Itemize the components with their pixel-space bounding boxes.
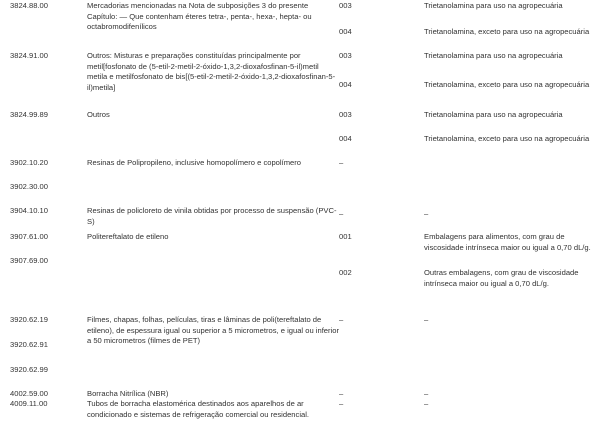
ex-application: – — [424, 209, 429, 218]
ex-code: 003 — [339, 1, 352, 10]
ncm-description: Mercadorias mencionadas na Nota de subposições 3 do presente Capítulo: — Que contenham éteres tetra-, penta-, hexa-, hepta- ou octabromodifenílicos — [87, 1, 312, 31]
ex-application: Embalagens para alimentos, com grau de viscosidade intrínseca maior ou igual a 0,70 dL/g. — [424, 232, 591, 252]
ex-application: – — [424, 315, 429, 324]
ncm-description: Politereftalato de etileno — [87, 232, 169, 241]
ex-application: Trietanolamina para uso na agropecuária — [424, 51, 563, 60]
ncm-code: 3907.61.00 — [10, 232, 49, 241]
ncm-description: Resinas de Polipropileno, inclusive homopolímero e copolímero — [87, 158, 302, 167]
ncm-description: Filmes, chapas, folhas, películas, tiras e lâminas de poli(tereftalato de etileno), de espessura igual ou superior a 5 micrometros, e igual ou inferior a 50 micrometros (filmes de PET) — [87, 315, 339, 345]
ex-code: 004 — [339, 27, 352, 36]
ncm-code: 3907.69.00 — [10, 256, 49, 265]
ncm-code: 3920.62.99 — [10, 365, 49, 374]
ex-code: – — [339, 399, 344, 408]
ncm-description: Borracha Nitrílica (NBR) — [87, 389, 169, 398]
ncm-description: Outros — [87, 110, 110, 119]
ex-application: Outras embalagens, com grau de viscosidade intrínseca maior ou igual a 0,70 dL/g. — [424, 268, 579, 288]
ncm-code: 3824.99.89 — [10, 110, 49, 119]
ncm-code: 3902.30.00 — [10, 182, 49, 191]
ncm-code: 3920.62.19 — [10, 315, 49, 324]
ex-application: Trietanolamina, exceto para uso na agropecuária — [424, 134, 590, 143]
ex-application: Trietanolamina para uso na agropecuária — [424, 110, 563, 119]
ncm-code: 4002.59.00 — [10, 389, 49, 398]
ncm-description: Outros: Misturas e preparações constituídas principalmente por metil[fosfonato de (5-etil-2-metil-2-óxido-1,3,2-dioxafosfinan-5-il)metil metila e metilfosfonato de bis[(5-etil-2-metil-2-óxido-1,3,2-dioxafosfinan-5-il)metila] — [87, 51, 336, 92]
ex-application: – — [424, 389, 429, 398]
ex-code: 003 — [339, 51, 352, 60]
ex-application: Trietanolamina, exceto para uso na agropecuária — [424, 80, 590, 89]
ncm-code: 3902.10.20 — [10, 158, 49, 167]
ex-code: 002 — [339, 268, 352, 277]
ncm-code: 4009.11.00 — [10, 399, 48, 408]
ex-code: 003 — [339, 110, 352, 119]
ex-code: – — [339, 209, 344, 218]
ex-code: – — [339, 389, 344, 398]
ex-application: Trietanolamina, exceto para uso na agropecuária — [424, 27, 590, 36]
ncm-code: 3904.10.10 — [10, 206, 49, 215]
ncm-code: 3920.62.91 — [10, 340, 49, 349]
ex-code: 004 — [339, 80, 352, 89]
ncm-description: Resinas de policloreto de vinila obtidas por processo de suspensão (PVC-S) — [87, 206, 337, 226]
ex-application: – — [424, 399, 429, 408]
ncm-code: 3824.88.00 — [10, 1, 49, 10]
ncm-code: 3824.91.00 — [10, 51, 49, 60]
ex-code: – — [339, 158, 344, 167]
ex-application: Trietanolamina para uso na agropecuária — [424, 1, 563, 10]
ex-code: 001 — [339, 232, 352, 241]
ex-code: – — [339, 315, 344, 324]
ncm-description: Tubos de borracha elastomérica destinados aos aparelhos de ar condicionado e sistemas de refrigeração comercial ou residencial. — [87, 399, 310, 419]
ex-code: 004 — [339, 134, 352, 143]
